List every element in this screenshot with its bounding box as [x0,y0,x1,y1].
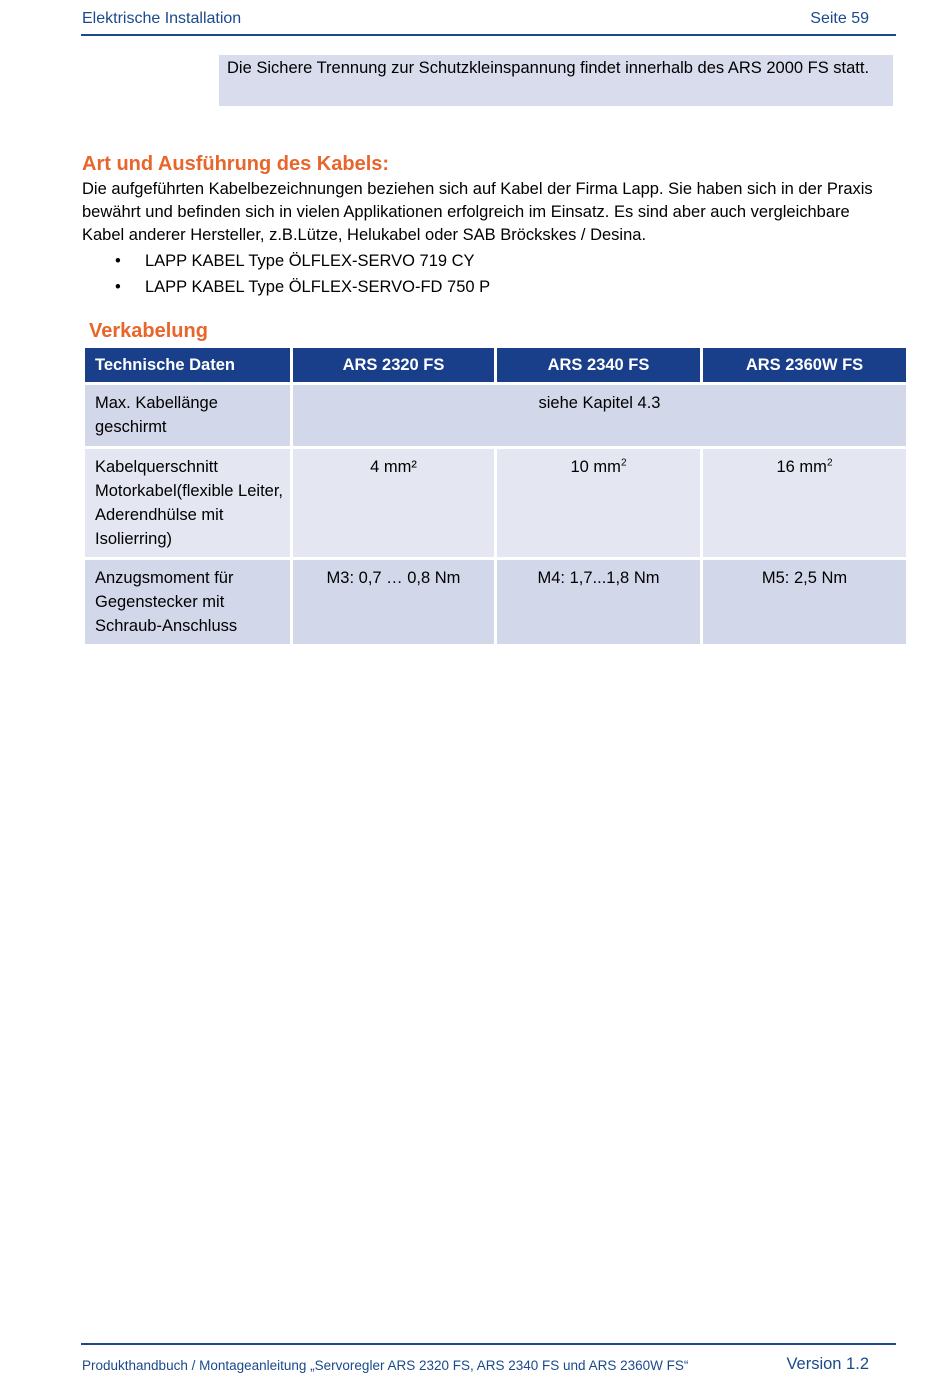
cell-value: 4 mm² [370,458,417,476]
table-row [84,559,908,646]
header-page-number: Seite 59 [810,10,869,27]
row-label: Anzugsmoment für Gegenstecker mit Schraub-Anschluss [84,559,292,646]
table-cell: M4: 1,7...1,8 Nm [496,559,702,646]
page-footer [81,1343,896,1375]
cable-section-heading: Art und Ausführung des Kabels: [82,153,390,175]
bullet-icon: • [115,278,121,296]
page-header [81,8,896,36]
row-label: Max. Kabellänge geschirmt [84,384,292,448]
table-cell [292,448,496,559]
column-header: ARS 2360W FS [702,347,908,384]
header-section-title: Elektrische Installation [82,10,242,27]
column-header: ARS 2340 FS [496,347,702,384]
superscript: 2 [826,457,833,469]
bullet-icon: • [115,252,121,270]
cell-value: 10 mm [570,458,621,476]
technical-data-table [82,345,909,647]
column-header: ARS 2320 FS [292,347,496,384]
table-cell: M3: 0,7 … 0,8 Nm [292,559,496,646]
footer-document-title: Produkthandbuch / Montageanleitung „Servoregler ARS 2320 FS, ARS 2340 FS und ARS 2360W FS“ [82,1358,689,1373]
cable-section-paragraph: Die aufgeführten Kabelbezeichnungen beziehen sich auf Kabel der Firma Lapp. Sie haben sich in der Praxis bewährt und befinden sich in vielen Applikationen erfolgreich im Einsatz. Es sind aber auch vergleichbare Kabel anderer Hersteller, z.B.Lütze, Helukabel oder SAB Bröckskes / Desina. [82,180,873,244]
column-header: Technische Daten [84,347,292,384]
table-header-row [84,347,908,384]
safety-note-box: Die Sichere Trennung zur Schutzkleinspannung findet innerhalb des ARS 2000 FS statt. [219,55,893,106]
superscript: 2 [620,457,627,469]
row-label: Kabelquerschnitt Motorkabel(flexible Leiter, Aderendhülse mit Isolierring) [84,448,292,559]
cell-value: 16 mm [776,458,827,476]
table-cell [702,448,908,559]
wiring-section-heading: Verkabelung [89,320,208,342]
table-row [84,448,908,559]
table-cell [496,448,702,559]
footer-version: Version 1.2 [786,1355,869,1373]
list-item-text: LAPP KABEL Type ÖLFLEX-SERVO-FD 750 P [145,278,491,296]
table-cell: M5: 2,5 Nm [702,559,908,646]
table-row [84,384,908,448]
list-item-text: LAPP KABEL Type ÖLFLEX-SERVO 719 CY [145,252,475,270]
table-cell: siehe Kapitel 4.3 [292,384,908,448]
